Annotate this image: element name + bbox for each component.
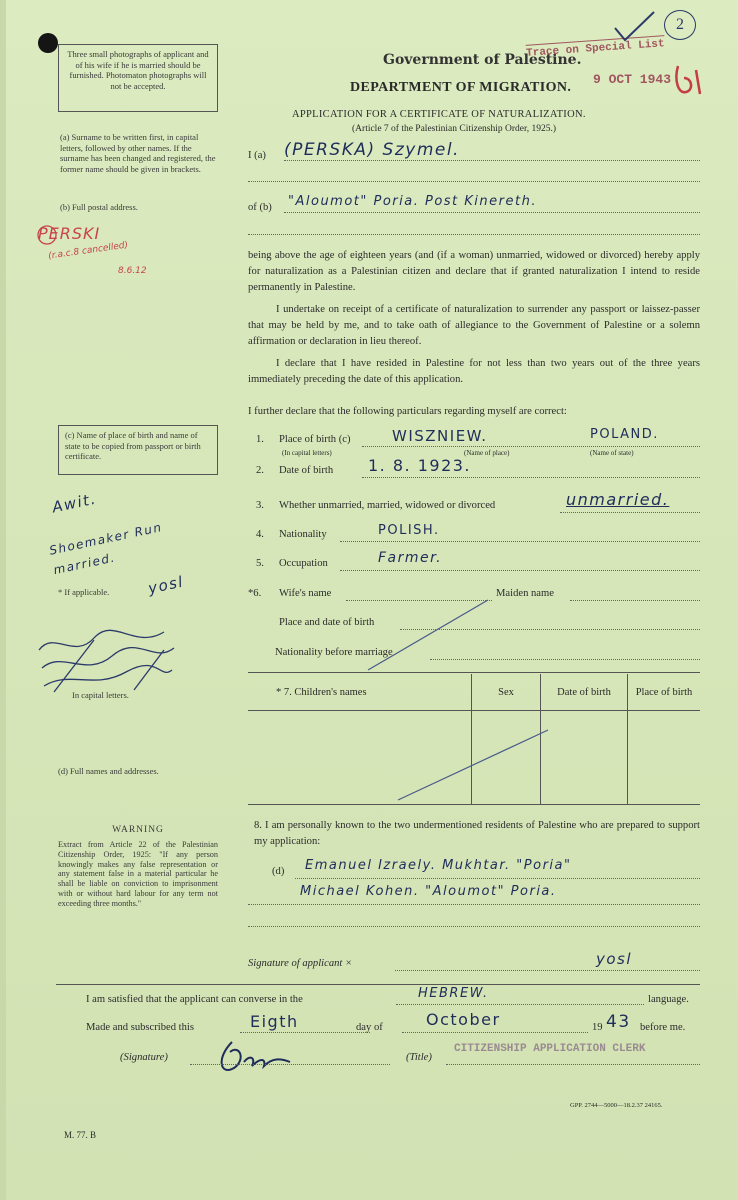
applicant-signature-line bbox=[395, 970, 700, 971]
maiden-name-label: Maiden name bbox=[496, 588, 554, 599]
photo-instructions-box bbox=[58, 44, 218, 112]
name-line-2 bbox=[248, 181, 700, 182]
applicant-signature: yosl bbox=[596, 950, 633, 968]
circled-number bbox=[664, 10, 696, 40]
paper-edge bbox=[0, 0, 6, 1200]
satisfied-text: I am satisfied that the applicant can converse in the bbox=[86, 994, 303, 1005]
red-mark-icon bbox=[670, 60, 710, 100]
place-caption: (Name of place) bbox=[464, 449, 510, 457]
sex-header: Sex bbox=[472, 674, 541, 711]
day-of-text: day of bbox=[356, 1022, 383, 1033]
paragraph-1: being above the age of eighteen years (and (if a woman) unmarried, widowed or divorced) hereby apply for naturalization as a Palestinian citizen and declare that if granted naturalization I intend to reside permanently in Palestine. bbox=[248, 250, 700, 293]
month-value: October bbox=[426, 1010, 501, 1029]
in-capital-letters-note: In capital letters. bbox=[72, 690, 129, 700]
handwritten-note-2: Shoemaker Run married. bbox=[48, 520, 164, 578]
name-label: I (a) bbox=[248, 150, 266, 161]
occupation-line bbox=[340, 570, 700, 571]
made-text: Made and subscribed this bbox=[86, 1022, 194, 1033]
language-line bbox=[396, 1004, 644, 1005]
children-names-header: * 7. Children's names bbox=[248, 674, 472, 711]
paragraph-2: I undertake on receipt of a certificate of naturalization to surrender any passport or laissez-passer that may be held by me, and to take oath of allegiance to the Government of Palestine or a solemn affirmation or declaration in lieu thereof. bbox=[248, 304, 700, 347]
circled-number-text: 2 bbox=[676, 16, 684, 33]
title-line bbox=[446, 1064, 700, 1065]
place-of-birth-line bbox=[362, 446, 700, 447]
item-2-label: Date of birth bbox=[279, 465, 334, 476]
referee-line-3 bbox=[248, 926, 700, 927]
special-list-stamp: Trace on Special List bbox=[526, 35, 665, 60]
item-6-label: Wife's name bbox=[279, 588, 332, 599]
year-prefix: 19 bbox=[592, 1022, 603, 1033]
strike-through-lines-icon bbox=[248, 590, 700, 810]
note-d: (d) Full names and addresses. bbox=[58, 766, 159, 776]
item-4-label: Nationality bbox=[279, 529, 327, 540]
nationality-line bbox=[340, 541, 700, 542]
item-5-label: Occupation bbox=[279, 558, 328, 569]
item-2-number: 2. bbox=[256, 465, 264, 476]
paragraph-3: I declare that I have resided in Palestine for not less than two years out of the three years immediately preceding the date of this application. bbox=[248, 358, 700, 385]
address-line-2 bbox=[248, 234, 700, 235]
sidebar-signature-text: yosl bbox=[146, 572, 186, 598]
nationality: POLISH. bbox=[378, 523, 440, 538]
item-3-number: 3. bbox=[256, 500, 264, 511]
item-1-number: 1. bbox=[256, 434, 264, 445]
applicant-signature-label: Signature of applicant × bbox=[248, 958, 353, 969]
handwritten-scribble-icon bbox=[34, 620, 184, 700]
official-signature-icon bbox=[210, 1032, 300, 1078]
address-line bbox=[284, 212, 700, 213]
print-code: GPP. 2744—5000—18.2.37 24165. bbox=[570, 1102, 663, 1109]
warning-title: WARNING bbox=[112, 825, 164, 835]
referee-2: Michael Kohen. "Aloumot" Poria. bbox=[300, 884, 557, 899]
marital-status-line bbox=[560, 512, 700, 513]
referee-2-line bbox=[248, 904, 700, 905]
address-label: of (b) bbox=[248, 202, 272, 213]
state-of-birth: POLAND. bbox=[590, 427, 659, 442]
language-suffix: language. bbox=[648, 994, 689, 1005]
official-signature-line bbox=[190, 1064, 390, 1065]
referee-1-line bbox=[295, 878, 700, 879]
clerk-stamp: CITIZENSHIP APPLICATION CLERK bbox=[454, 1043, 646, 1055]
handwritten-note-1: Awit. bbox=[50, 489, 99, 517]
if-applicable-note: * If applicable. bbox=[58, 587, 110, 597]
marital-status: unmarried. bbox=[566, 490, 670, 509]
sidebar-signature bbox=[147, 572, 186, 597]
date-of-birth-line bbox=[362, 477, 700, 478]
referee-1: Emanuel Izraely. Mukhtar. "Poria" bbox=[305, 858, 572, 873]
note-c-text: (c) Name of place of birth and name of state to be copied from passport or birth certificate. bbox=[65, 430, 201, 461]
title-label: (Title) bbox=[406, 1052, 432, 1063]
check-mark-icon bbox=[610, 8, 660, 48]
official-signature-label: (Signature) bbox=[120, 1052, 168, 1063]
place-of-birth-header: Place of birth bbox=[628, 674, 701, 711]
state-caption: (Name of state) bbox=[590, 449, 634, 457]
note-c-box bbox=[58, 425, 218, 475]
date-stamp: 9 OCT 1943 bbox=[593, 72, 672, 87]
note-a: (a) Surname to be written first, in capital letters, followed by other names. If the surname has been changed and registered, the former name should be given in brackets. bbox=[60, 132, 216, 174]
item-8-text: 8. I am personally known to the two undermentioned residents of Palestine who are prepared to support my application: bbox=[254, 820, 700, 847]
red-annotation-perski-text: PERSKI bbox=[38, 224, 101, 243]
item-8-label: (d) bbox=[272, 866, 285, 877]
warning-text: Extract from Article 22 of the Palestinian Citizenship Order, 1925: "If any person knowingly makes any false representation or any statement false in a material particular he shall be liable on conviction to imprisonment with or without hard labour for any term not exceeding three months." bbox=[58, 840, 218, 908]
occupation: Farmer. bbox=[378, 550, 443, 566]
punch-hole bbox=[38, 33, 58, 53]
month-line bbox=[402, 1032, 588, 1033]
day-value: Eigth bbox=[250, 1012, 299, 1031]
year-suffix: 43 bbox=[606, 1012, 631, 1032]
form-subtitle: (Article 7 of the Palestinian Citizenship Order, 1925.) bbox=[352, 124, 557, 134]
form-title: APPLICATION FOR A CERTIFICATE OF NATURALIZATION. bbox=[292, 109, 586, 120]
date-of-birth-header: Date of birth bbox=[541, 674, 628, 711]
item-1-label: Place of birth (c) bbox=[279, 434, 351, 445]
applicant-signature-label-text: Signature of applicant bbox=[248, 958, 343, 969]
government-title: Government of Palestine. bbox=[383, 52, 582, 68]
item-3-label: Whether unmarried, married, widowed or divorced bbox=[279, 500, 496, 511]
item-4-number: 4. bbox=[256, 529, 264, 540]
name-line bbox=[284, 160, 700, 161]
item-6-number: *6. bbox=[248, 588, 262, 599]
applicant-name: (PERSKA) Szymel. bbox=[284, 140, 460, 160]
nationality-before-marriage-label: Nationality before marriage bbox=[275, 647, 393, 658]
wife-place-date-label: Place and date of birth bbox=[279, 617, 375, 628]
place-of-birth: WISZNIEW. bbox=[392, 427, 488, 445]
photo-instructions-text: Three small photographs of applicant and of his wife if he is married should be furnished. Photomaton photographs will not be accepted. bbox=[67, 49, 209, 91]
date-of-birth: 1. 8. 1923. bbox=[368, 456, 472, 475]
item-5-number: 5. bbox=[256, 558, 264, 569]
paragraph-4: I further declare that the following particulars regarding myself are correct: bbox=[248, 406, 567, 417]
declaration-separator bbox=[56, 984, 700, 985]
language-value: HEBREW. bbox=[418, 986, 489, 1001]
before-me-text: before me. bbox=[640, 1022, 686, 1033]
note-b: (b) Full postal address. bbox=[60, 202, 138, 212]
department-title: DEPARTMENT OF MIGRATION. bbox=[350, 80, 572, 95]
applicant-address: "Aloumot" Poria. Post Kinereth. bbox=[288, 194, 537, 209]
in-capitals-caption: (In capital letters) bbox=[282, 449, 332, 457]
red-annotation-number: 8.6.12 bbox=[118, 266, 147, 276]
red-circle-icon bbox=[36, 224, 58, 246]
red-annotation-cancelled: (r.a.c.8 cancelled) bbox=[47, 240, 129, 262]
form-number: M. 77. B bbox=[64, 1130, 97, 1140]
